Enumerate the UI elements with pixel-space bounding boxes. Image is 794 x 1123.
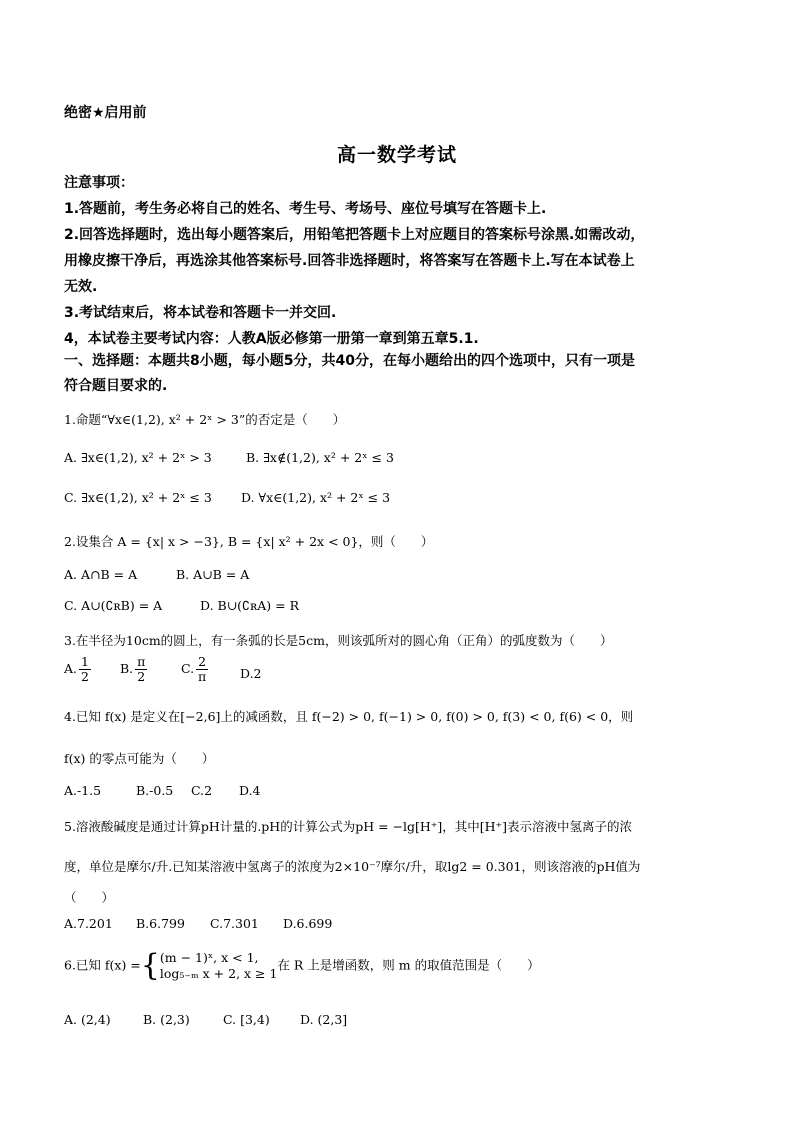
q5-stem-line-3: （ ）	[64, 890, 115, 905]
q4-stem-line-1: 4.已知 f(x) 是定义在[−2,6]上的减函数，且 f(−2) > 0, f(−1) > 0, f(0) > 0, f(3) < 0, f(6) < 0，则	[64, 709, 634, 724]
q5-stem-line-2: 度，单位是摩尔/升.已知某溶液中氢离子的浓度为2×10⁻⁷摩尔/升，取lg2 = 0.301，则该溶液的pH值为	[64, 859, 641, 874]
q3-option-a-fraction	[79, 655, 91, 684]
confidential-mark: 绝密★启用前	[64, 105, 147, 121]
q3-option-d: D.2	[240, 666, 262, 681]
q5-option-c: C.7.301	[210, 916, 259, 931]
note-line-4: 4，本试卷主要考试内容：人教A版必修第一册第一章到第五章5.1.	[64, 331, 479, 347]
notes-heading: 注意事项：	[64, 175, 134, 191]
q3-option-a-numerator: 1	[81, 654, 89, 669]
note-line-1: 1.答题前，考生务必将自己的姓名、考生号、考场号、座位号填写在答题卡上.	[64, 201, 547, 217]
q4-option-d: D.4	[239, 783, 261, 798]
q4-stem-line-2: f(x) 的零点可能为（ ）	[64, 751, 215, 766]
q6-brace: {	[140, 948, 160, 983]
note-line-3: 3.考试结束后，将本试卷和答题卡一并交回.	[64, 305, 337, 321]
section-heading-b: 符合题目要求的.	[64, 378, 168, 394]
section-heading-a: 一、选择题：本题共8小题，每小题5分，共40分，在每小题给出的四个选项中，只有一项是	[64, 353, 635, 369]
q3-option-b-fraction	[135, 655, 147, 684]
q3-option-a-denominator: 2	[81, 669, 89, 684]
q1-option-a: A. ∃x∈(1,2), x² + 2ˣ > 3	[64, 450, 212, 465]
q3-option-a-label: A.	[64, 661, 78, 676]
q4-option-c: C.2	[191, 783, 213, 798]
q5-stem-line-1: 5.溶液酸碱度是通过计算pH计量的.pH的计算公式为pH = −lg[H⁺]，其中[H⁺]表示溶液中氢离子的浓	[64, 819, 633, 834]
q2-option-b: B. A∪B = A	[176, 567, 250, 582]
note-line-2c: 无效.	[64, 279, 98, 295]
q2-option-c: C. A∪(∁ʀB) = A	[64, 598, 163, 613]
q1-stem: 1.命题“∀x∈(1,2), x² + 2ˣ > 3”的否定是（ ）	[64, 412, 346, 427]
q6-case-2: log₅₋ₘ x + 2, x ≥ 1	[159, 966, 278, 981]
q5-option-d: D.6.699	[283, 916, 333, 931]
q6-option-a: A. (2,4)	[64, 1012, 111, 1027]
note-line-2b: 用橡皮擦干净后，再选涂其他答案标号.回答非选择题时，将答案写在答题卡上.写在本试卷上	[64, 253, 635, 269]
q3-option-b-denominator: 2	[137, 669, 146, 684]
q1-option-c: C. ∃x∈(1,2), x² + 2ˣ ≤ 3	[64, 490, 212, 505]
q4-option-b: B.-0.5	[136, 783, 174, 798]
exam-title: 高一数学考试	[336, 144, 457, 166]
q6-prefix: 6.已知 f(x) =	[64, 957, 141, 973]
q3-option-c-denominator: π	[197, 669, 207, 684]
q3-stem: 3.在半径为10cm的圆上，有一条弧的长是5cm，则该弧所对的圆心角（正角）的弧度数为（ ）	[64, 633, 613, 648]
q1-option-d: D. ∀x∈(1,2), x² + 2ˣ ≤ 3	[241, 490, 391, 505]
q5-option-b: B.6.799	[136, 916, 185, 931]
q2-stem: 2.设集合 A = {x| x > −3}, B = {x| x² + 2x < 0}，则（ ）	[64, 534, 434, 549]
q6-stem	[64, 950, 540, 982]
q2-option-a: A. A∩B = A	[64, 567, 138, 582]
note-line-2a: 2.回答选择题时，选出每小题答案后，用铅笔把答题卡上对应题目的答案标号涂黑.如需改动，	[64, 227, 645, 243]
q3-option-c	[181, 655, 210, 684]
q6-option-c: C. [3,4)	[223, 1012, 270, 1027]
q3-option-c-fraction	[196, 655, 208, 684]
q3-option-b-label: B.	[120, 661, 134, 676]
q5-option-a: A.7.201	[64, 916, 113, 931]
q6-option-b: B. (2,3)	[143, 1012, 190, 1027]
q4-option-a: A.-1.5	[64, 783, 102, 798]
q3-option-c-numerator: 2	[198, 654, 207, 669]
q6-piecewise	[160, 950, 278, 982]
q6-case-1: (m − 1)ˣ, x < 1,	[159, 950, 259, 965]
q3-option-a	[64, 655, 93, 684]
q6-option-d: D. (2,3]	[300, 1012, 348, 1027]
q2-option-d: D. B∪(∁ʀA) = R	[200, 598, 300, 613]
q3-option-b	[120, 655, 149, 684]
q3-option-b-numerator: π	[137, 654, 146, 669]
q6-suffix: 在 R 上是增函数，则 m 的取值范围是（ ）	[277, 957, 540, 973]
q1-option-b: B. ∃x∉(1,2), x² + 2ˣ ≤ 3	[246, 450, 394, 465]
q3-option-c-label: C.	[181, 661, 195, 676]
